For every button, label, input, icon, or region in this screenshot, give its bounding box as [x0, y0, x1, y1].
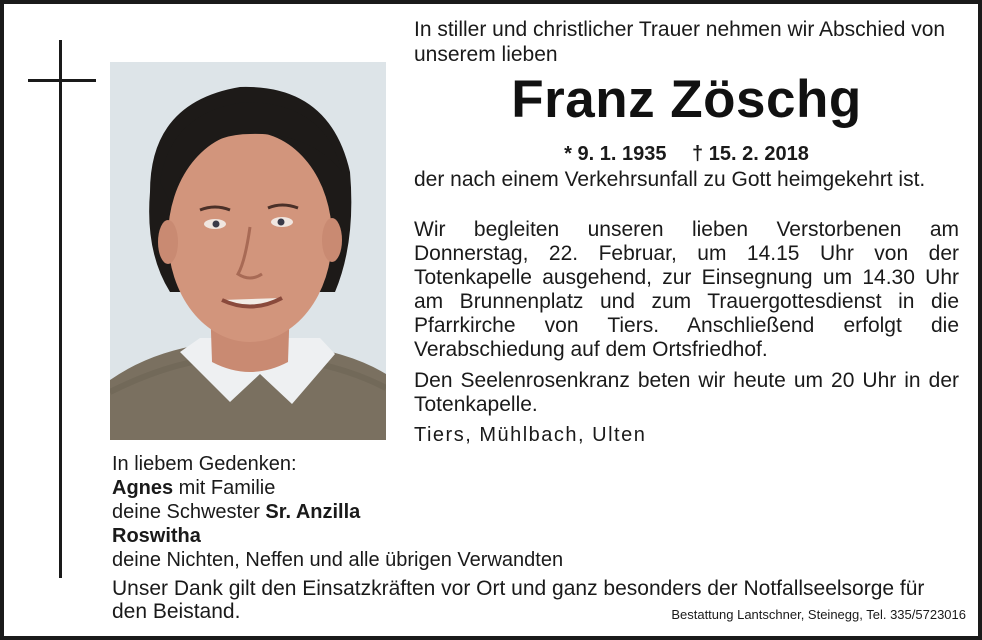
- mourner-name: Sr. Anzilla: [265, 501, 361, 523]
- intro-text: In stiller und christlicher Trauer nehmen wir Abschied von unserem lieben: [414, 18, 946, 66]
- mourners-list: [112, 452, 672, 572]
- mourner-line: [112, 500, 672, 524]
- portrait-photo: [110, 62, 386, 440]
- cause-text: der nach einem Verkehrsunfall zu Gott heimgekehrt ist.: [414, 168, 926, 191]
- mourner-relation: deine Schwester: [112, 501, 266, 523]
- mourner-relation: mit Familie: [173, 477, 276, 499]
- mourners-heading: In liebem Gedenken:: [112, 453, 297, 475]
- mourner-line: [112, 524, 672, 548]
- mourner-line: [112, 476, 672, 500]
- mourner-name: Agnes: [112, 477, 174, 499]
- thanks-text: Unser Dank gilt den Einsatzkräften vor Ort und ganz besonders der Notfallseelsorge für den Beistand.: [112, 577, 925, 623]
- mourner-line: deine Nichten, Neffen und alle übrigen Verwandten: [112, 549, 564, 571]
- undertaker-contact: Bestattung Lantschner, Steinegg, Tel. 335/5723016: [671, 607, 966, 622]
- birth-date: * 9. 1. 1935: [564, 143, 667, 165]
- rosary-text: Den Seelenrosenkranz beten wir heute um 20 Uhr in der Totenkapelle.: [414, 369, 959, 416]
- funeral-text: Wir begleiten unseren lieben Verstorbenen am Donnerstag, 22. Februar, um 14.15 Uhr von der Totenkapelle ausgehend, zur Einsegnung um 14.30 Uhr am Brunnenplatz und zum Trauergottesdienst in die Pfarrkirche von Tiers. Anschließend erfolgt die Verabschiedung auf dem Ortsfriedhof.: [414, 218, 959, 361]
- cross-icon-bar: [28, 79, 96, 82]
- mourner-name: Roswitha: [112, 525, 201, 547]
- life-dates: [414, 142, 959, 166]
- deceased-name: Franz Zöschg: [511, 70, 862, 129]
- cross-icon: [59, 40, 62, 578]
- places-text: Tiers, Mühlbach, Ulten: [414, 424, 647, 446]
- death-date: † 15. 2. 2018: [692, 143, 809, 165]
